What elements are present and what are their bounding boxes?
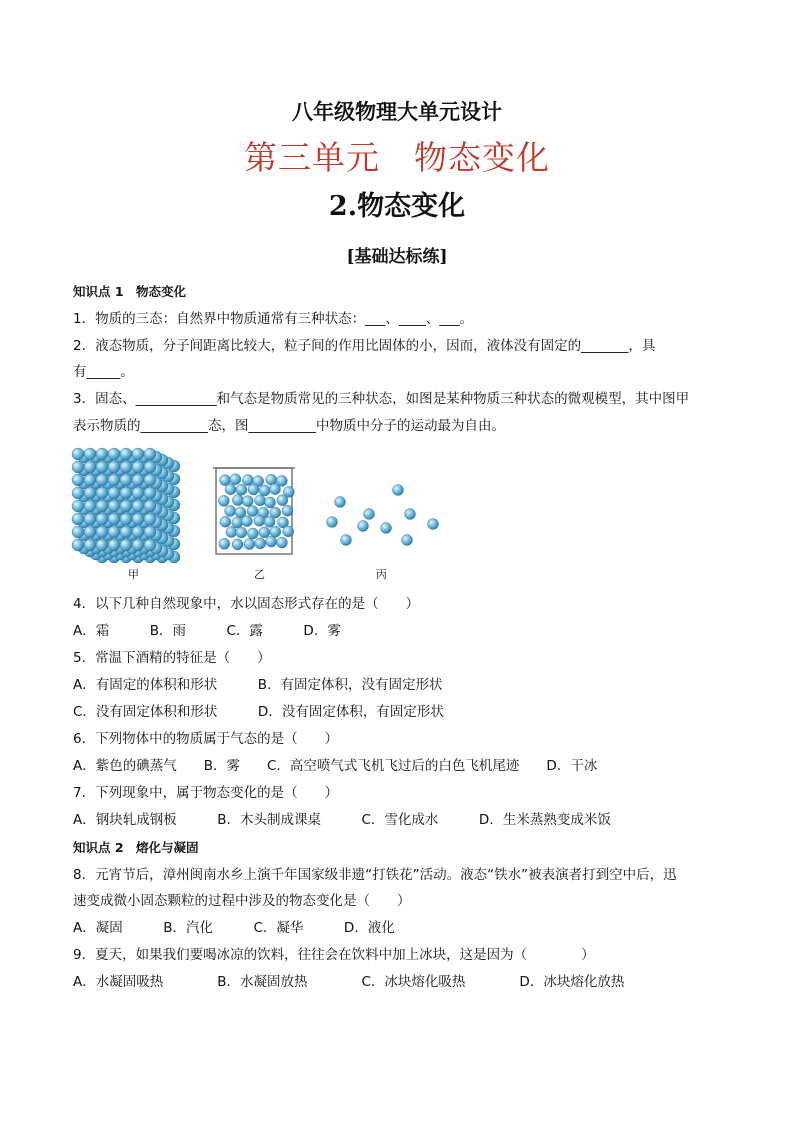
knowledge-point-2: 知识点 2 熔化与凝固: [73, 840, 199, 855]
question-3-line-1: 3．固态、____________和气态是物质常见的三种状态，如图是某种物质三种状态的微观模型，其中图甲: [73, 391, 690, 407]
question-9-options: A．水凝固吸热 B．水凝固放热 C．冰块熔化吸热 D．冰块熔化放热: [73, 974, 625, 990]
question-5-options-2: C．没有固定体积和形状 D．没有固定体积，有固定形状: [73, 704, 444, 720]
question-8-options: A．凝固 B．汽化 C．凝华 D．液化: [73, 920, 395, 936]
question-2-line-2: 有_____。: [73, 364, 134, 380]
question-1: 1．物质的三态：自然界中物质通常有三种状态：___、____、___。: [73, 311, 474, 327]
question-7-stem: 7．下列现象中，属于物态变化的是（ ）: [73, 785, 339, 801]
section-title: [基础达标练]: [346, 247, 448, 267]
grade-title: 八年级物理大单元设计: [292, 99, 502, 124]
lesson-title: 2.物态变化: [328, 191, 466, 222]
liquid-model: [218, 474, 294, 550]
question-8-line-1: 8．元宵节后，漳州闽南水乡上演千年国家级非遗“打铁花”活动。液态“铁水”被表演者打到空中后，迅: [73, 867, 677, 883]
question-4-stem: 4．以下几种自然现象中，水以固态形式存在的是（ ）: [73, 596, 420, 612]
question-4-options: A．霜 B．雨 C．露 D．雾: [73, 623, 341, 639]
caption-bing: 丙: [376, 568, 387, 581]
question-2-line-1: 2．液态物质，分子间距离比较大，粒子间的作用比固体的小，因而，液体没有固定的_______，具: [73, 338, 656, 354]
caption-jia: 甲: [128, 568, 139, 581]
gas-model: [327, 485, 439, 546]
question-6-options: A．紫色的碘蒸气 B．雾 C．高空喷气式飞机飞过后的白色飞机尾迹 D．干冰: [73, 758, 598, 774]
question-6-stem: 6．下列物体中的物质属于气态的是（ ）: [73, 731, 339, 747]
question-7-options: A．钢块轧成钢板 B．木头制成课桌 C．雪化成水 D．生米蒸熟变成米饭: [73, 812, 611, 828]
question-9-stem: 9．夏天，如果我们要喝冰凉的饮料，往往会在饮料中加上冰块，这是因为（ ）: [73, 947, 595, 963]
question-3-line-2: 表示物质的__________态，图__________中物质中分子的运动最为自由。: [73, 418, 505, 434]
question-5-options-1: A．有固定的体积和形状 B．有固定体积，没有固定形状: [73, 677, 443, 693]
solid-lattice-model: [72, 448, 180, 563]
caption-yi: 乙: [254, 568, 265, 581]
knowledge-point-1: 知识点 1 物态变化: [73, 284, 187, 299]
unit-title: 第三单元 物态变化: [244, 138, 550, 177]
question-8-line-2: 速变成微小固态颗粒的过程中涉及的物态变化是（ ）: [73, 893, 411, 909]
question-5-stem: 5．常温下酒精的特征是（ ）: [73, 650, 271, 666]
three-states-figure: [70, 444, 460, 584]
